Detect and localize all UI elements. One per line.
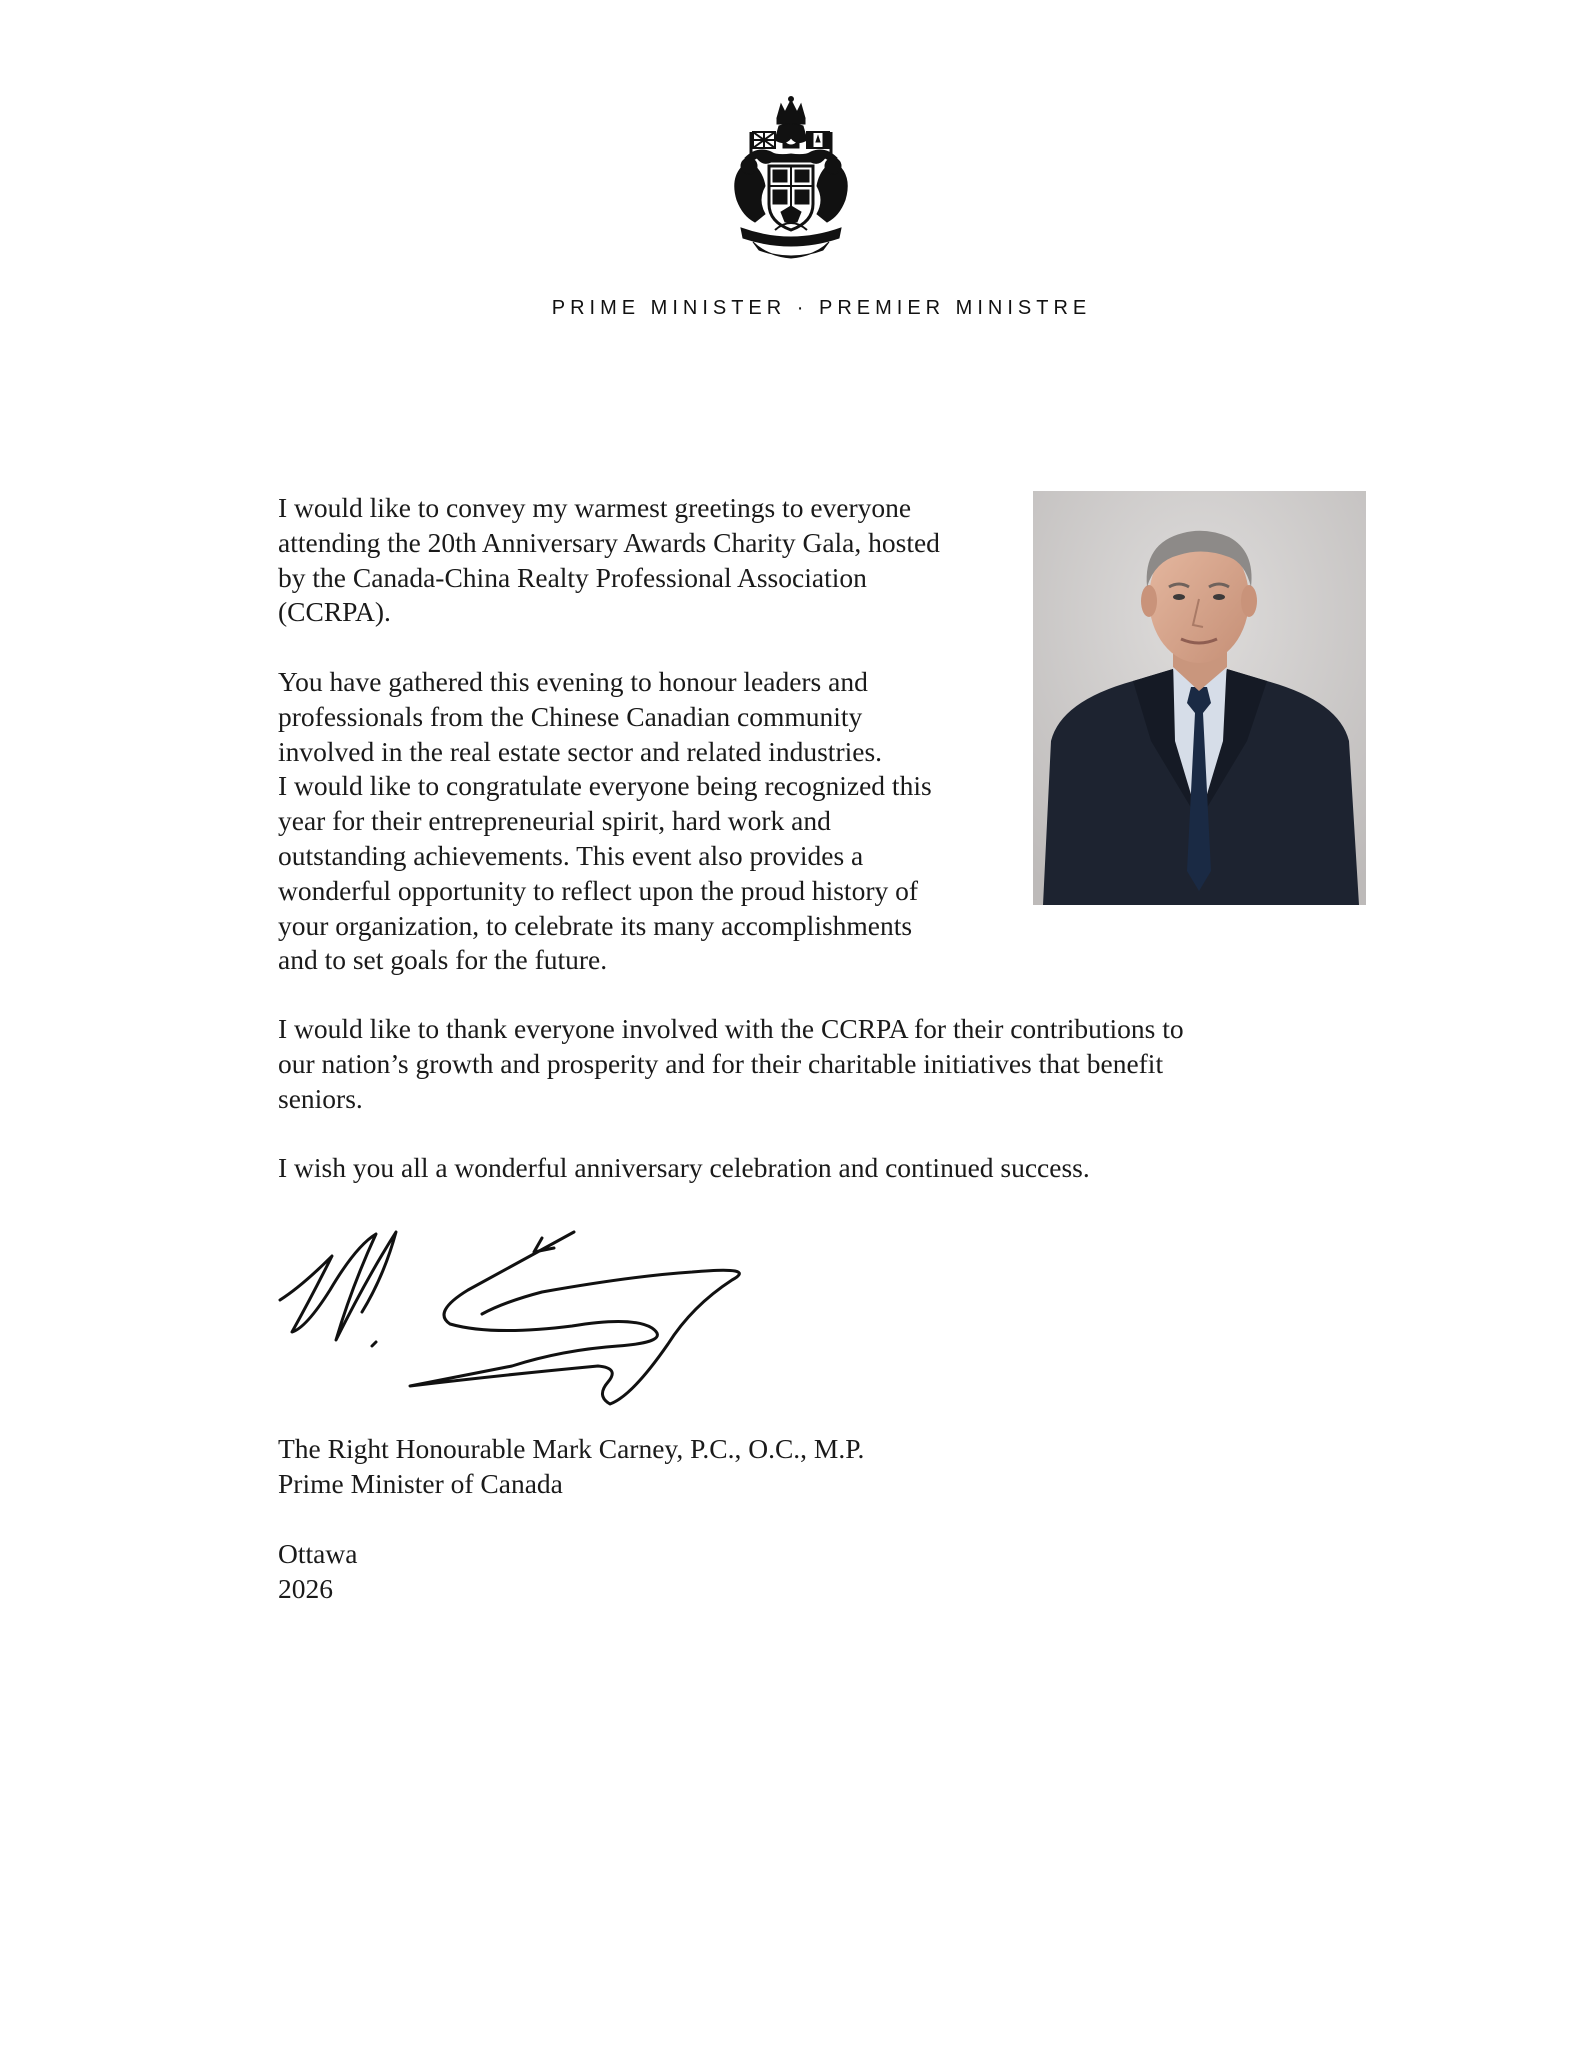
- handwritten-signature-icon: [272, 1216, 752, 1406]
- place-text: Ottawa: [278, 1538, 358, 1569]
- place-date-block: [278, 1537, 357, 1607]
- paragraph-text: I would like to thank everyone involved with the CCRPA for their contributions to our nation’s growth and prosperity and for their charitable initiatives that benefit seniors.: [278, 1013, 1184, 1114]
- signatory-name: The Right Honourable Mark Carney, P.C., O.C., M.P.: [278, 1433, 865, 1464]
- letter-paragraph-2: [278, 665, 1018, 978]
- letter-paragraph-3: [278, 1012, 1338, 1116]
- signatory-title: Prime Minister of Canada: [278, 1467, 563, 1499]
- paragraph-text: I would like to convey my warmest greetings to everyone attending the 20th Anniversary Awards Charity Gala, hosted by the Canada-China Realty Professional Association (CCRPA).: [278, 492, 940, 628]
- portrait-photo-icon: [1033, 491, 1366, 905]
- paragraph-text: You have gathered this evening to honour leaders and professionals from the Chinese Canadian community involved in the real estate sector and related industries. I would like to congratulate everyone being recognized this year for their entrepreneurial spirit, hard work and outstanding achievements. This event also provides a wonderful opportunity to reflect upon the proud history of your organization, to celebrate its many accomplishments and to set goals for the future.: [278, 666, 932, 976]
- letterhead-office-title: PRIME MINISTER · PREMIER MINISTRE: [551, 297, 1092, 319]
- coat-of-arms-icon: [727, 96, 855, 260]
- letter-paragraph-4: [278, 1151, 1338, 1186]
- year-text: 2026: [278, 1572, 333, 1604]
- letter-paragraph-1: [278, 491, 1018, 630]
- signatory-block: [278, 1432, 864, 1502]
- paragraph-text: I wish you all a wonderful anniversary celebration and continued success.: [278, 1152, 1090, 1183]
